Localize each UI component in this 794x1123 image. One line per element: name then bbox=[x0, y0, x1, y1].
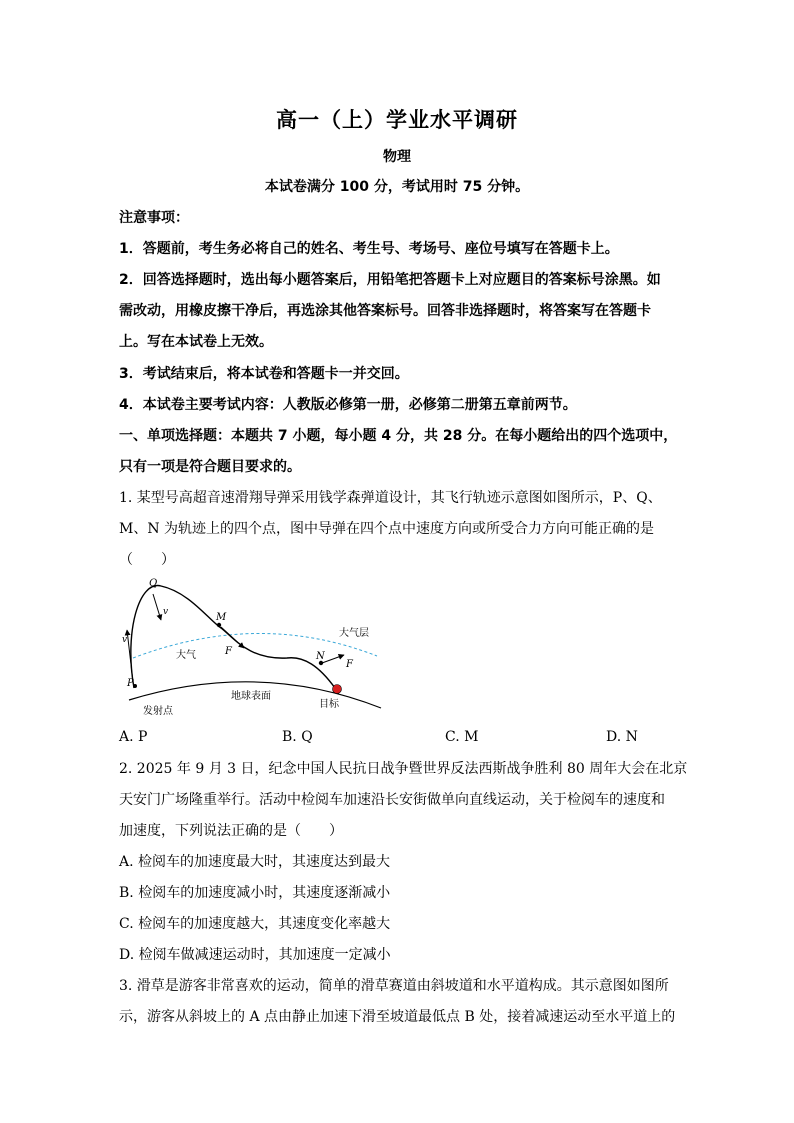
velocity-arrow-q bbox=[153, 594, 161, 620]
note-item: 1．答题前，考生务必将自己的姓名、考生号、考场号、座位号填写在答题卡上。 bbox=[119, 241, 619, 257]
page-title: 高一（上）学业水平调研 bbox=[276, 108, 518, 132]
note-item: 需改动，用橡皮擦干净后，再选涂其他答案标号。回答非选择题时，将答案写在答题卡 bbox=[119, 303, 651, 319]
point-m-dot bbox=[217, 623, 221, 627]
notes-heading: 注意事项： bbox=[119, 210, 189, 226]
label-earth-surface: 地球表面 bbox=[231, 691, 271, 702]
q2-option-a: A. 检阅车的加速度最大时，其速度达到最大 bbox=[119, 854, 391, 870]
label-target: 目标 bbox=[319, 699, 339, 710]
note-item: 2．回答选择题时，选出每小题答案后，用铅笔把答题卡上对应题目的答案标号涂黑。如 bbox=[119, 272, 661, 288]
section-heading: 一、单项选择题：本题共 7 小题，每小题 4 分，共 28 分。在每小题给出的四个选项中， bbox=[119, 428, 678, 444]
section-heading: 只有一项是符合题目要求的。 bbox=[119, 459, 301, 475]
trajectory-curve bbox=[131, 586, 335, 688]
label-p: P bbox=[127, 678, 134, 689]
label-n: N bbox=[316, 651, 325, 662]
question-3-text: 示，游客从斜坡上的 A 点由静止加速下滑至坡道最低点 B 处，接着减速运动至水平道上的 bbox=[119, 1009, 676, 1025]
question-2-text: 天安门广场隆重举行。活动中检阅车加速沿长安街做单向直线运动，关于检阅车的速度和 bbox=[119, 792, 665, 808]
label-atmosphere: 大气 bbox=[176, 650, 196, 661]
target-dot bbox=[333, 685, 342, 694]
question-2-text: 加速度，下列说法正确的是（ ） bbox=[119, 823, 343, 839]
label-f-mid: F bbox=[225, 646, 232, 657]
q2-option-d: D. 检阅车做减速运动时，其加速度一定减小 bbox=[119, 947, 391, 963]
label-q: Q bbox=[149, 578, 158, 589]
force-arrow-n bbox=[322, 655, 344, 663]
question-2-text: 2. 2025 年 9 月 3 日，纪念中国人民抗日战争暨世界反法西斯战争胜利 80 周年大会在北京 bbox=[119, 761, 688, 777]
question-1-text: 1. 某型号高超音速滑翔导弹采用钱学森弹道设计，其飞行轨迹示意图如图所示，P、Q、 bbox=[119, 490, 662, 506]
label-f-right: F bbox=[346, 659, 353, 670]
note-item: 4．本试卷主要考试内容：人教版必修第一册，必修第二册第五章前两节。 bbox=[119, 397, 577, 413]
subject-label: 物理 bbox=[383, 149, 411, 165]
question-1-text: M、N 为轨迹上的四个点，图中导弹在四个点中速度方向或所受合力方向可能正确的是 bbox=[119, 521, 655, 537]
label-v-left: v bbox=[122, 635, 128, 645]
missile-trajectory-figure bbox=[119, 572, 384, 724]
label-launch-point: 发射点 bbox=[143, 706, 173, 717]
q1-option-d: D. N bbox=[606, 729, 638, 745]
label-v-top: v bbox=[163, 607, 169, 617]
q2-option-b: B. 检阅车的加速度减小时，其速度逐渐减小 bbox=[119, 885, 391, 901]
note-item: 上。写在本试卷上无效。 bbox=[119, 334, 273, 350]
q1-option-c: C. M bbox=[445, 729, 479, 745]
exam-info: 本试卷满分 100 分，考试用时 75 分钟。 bbox=[264, 179, 530, 195]
q2-option-c: C. 检阅车的加速度越大，其速度变化率越大 bbox=[119, 916, 391, 932]
velocity-arrow-p bbox=[127, 630, 133, 682]
label-atm-layer: 大气层 bbox=[339, 628, 369, 639]
q1-option-a: A. P bbox=[119, 729, 148, 745]
question-1-text: （ ） bbox=[119, 552, 175, 568]
note-item: 3．考试结束后，将本试卷和答题卡一并交回。 bbox=[119, 366, 409, 382]
label-m: M bbox=[216, 612, 227, 623]
question-3-text: 3. 滑草是游客非常喜欢的运动，简单的滑草赛道由斜坡道和水平道构成。其示意图如图所 bbox=[119, 978, 669, 994]
q1-option-b: B. Q bbox=[282, 729, 313, 745]
force-arrow-m bbox=[221, 627, 244, 648]
